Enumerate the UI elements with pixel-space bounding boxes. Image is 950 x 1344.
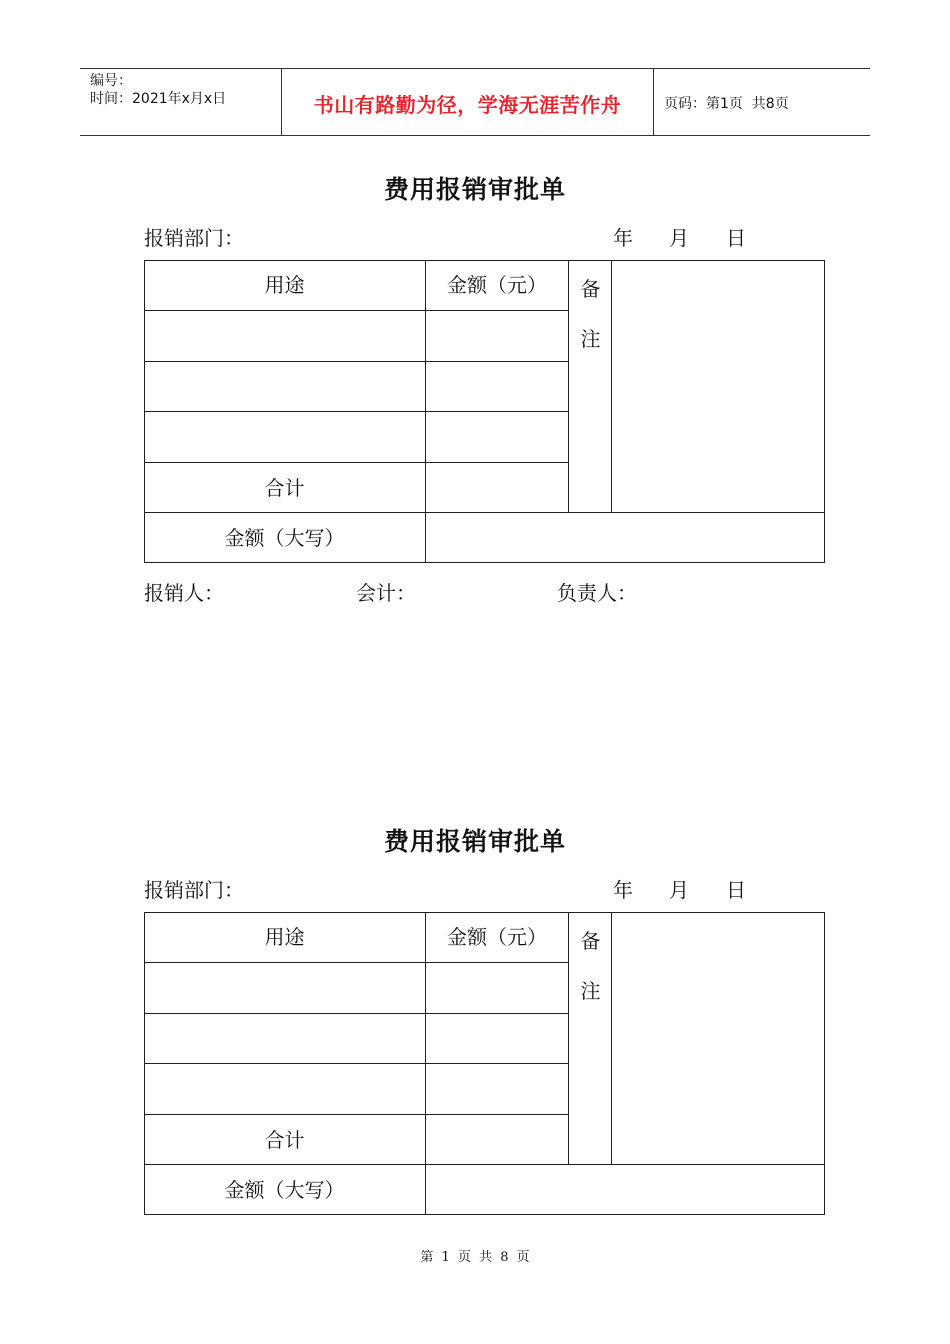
date-month-label: 月	[669, 878, 689, 902]
date-day-label: 日	[726, 226, 746, 250]
date-day-label: 日	[726, 878, 746, 902]
header-meta	[80, 69, 282, 135]
amount-words-label: 金额（大写）	[224, 1178, 345, 1202]
row-divider	[144, 411, 569, 412]
header-note-char-2: 注	[580, 979, 601, 1003]
page-info-text: 页码：第1页 共8页	[664, 96, 789, 112]
header-purpose: 用途	[264, 925, 305, 949]
date-month-label: 月	[669, 226, 689, 250]
header-purpose: 用途	[264, 273, 305, 297]
row-divider	[144, 1063, 569, 1064]
form-title: 费用报销审批单	[383, 175, 566, 204]
serial-label: 编号：	[90, 73, 132, 89]
header-motto: 书山有路勤为径，学海无涯苦作舟	[282, 69, 654, 135]
accountant-label: 会计：	[356, 581, 416, 605]
time-label: 时间：2021年x月x日	[90, 91, 227, 107]
table-border-right	[824, 260, 825, 563]
header-note-char-1: 备	[580, 277, 601, 301]
expense-table	[144, 260, 825, 563]
department-label: 报销部门：	[144, 226, 244, 250]
date-year-label: 年	[613, 878, 633, 902]
department-label: 报销部门：	[144, 878, 244, 902]
header-amount: 金额（元）	[447, 925, 547, 949]
page-footer: 第 1 页 共 8 页	[420, 1250, 530, 1265]
form-title: 费用报销审批单	[383, 827, 566, 856]
row-divider	[144, 310, 569, 311]
header-note-char-1: 备	[580, 929, 601, 953]
date-year-label: 年	[613, 226, 633, 250]
total-label: 合计	[264, 1128, 305, 1152]
row-divider	[144, 1013, 569, 1014]
row-divider	[144, 962, 569, 963]
table-border-right	[824, 912, 825, 1215]
supervisor-label: 负责人：	[557, 581, 637, 605]
header-note-char-2: 注	[580, 327, 601, 351]
document-header	[80, 68, 870, 136]
expense-table	[144, 912, 825, 1215]
amount-words-label: 金额（大写）	[224, 526, 345, 550]
total-label: 合计	[264, 476, 305, 500]
header-page-info	[654, 69, 870, 135]
claimant-label: 报销人：	[144, 581, 224, 605]
header-amount: 金额（元）	[447, 273, 547, 297]
row-divider	[144, 361, 569, 362]
